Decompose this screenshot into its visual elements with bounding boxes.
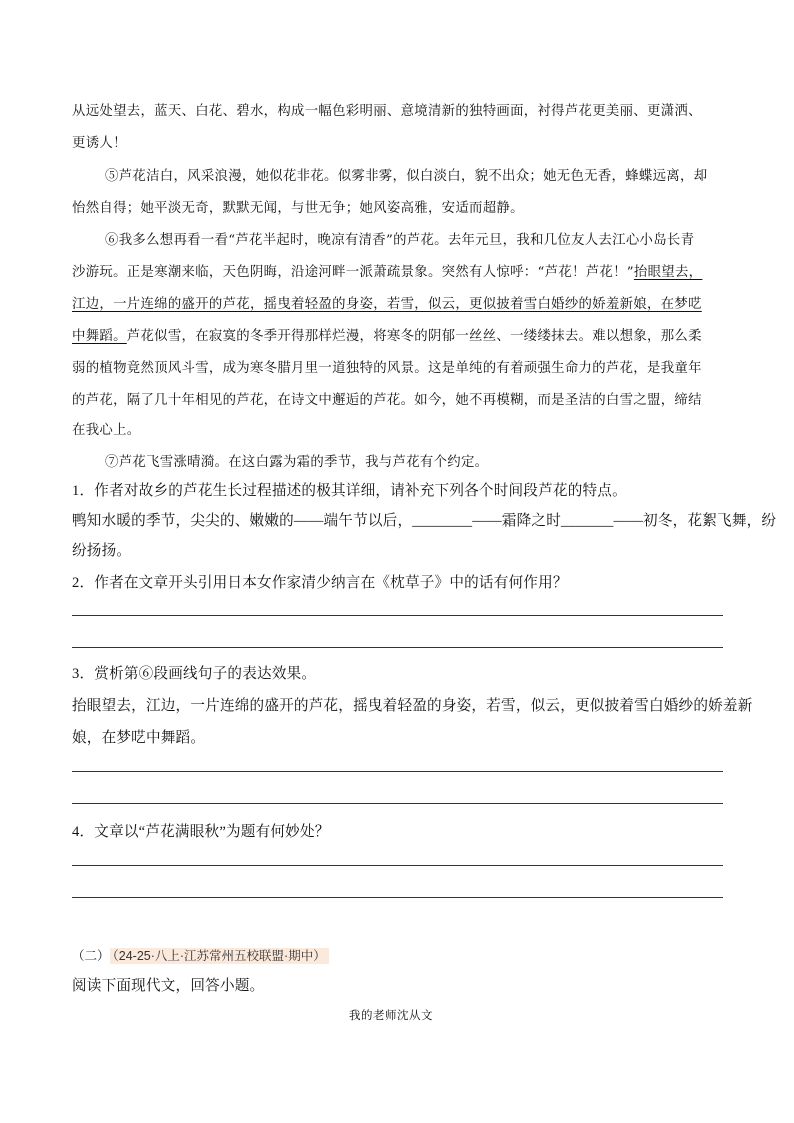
- paragraph-5-line: 怡然自得；她平淡无奇，默默无闻，与世无争；她风姿高雅，安适而超静。: [72, 201, 524, 216]
- answer-line[interactable]: [72, 647, 723, 648]
- answer-line[interactable]: [72, 865, 723, 866]
- underlined-sentence: 江边，一片连绵的盛开的芦花，摇曳着轻盈的身姿，若雪，似云，更似披着雪白婚纱的娇羞新娘，在梦呓: [72, 297, 702, 312]
- answer-line[interactable]: [72, 615, 723, 616]
- underlined-sentence: 抬眼望去，: [633, 265, 703, 280]
- answer-line[interactable]: [72, 803, 723, 804]
- reading-instruction: 阅读下面现代文，回答小题。: [72, 978, 265, 994]
- passage-line: 更诱人！: [72, 136, 127, 151]
- article-title: 我的老师沈从文: [349, 1008, 433, 1022]
- paragraph-6-line: ⑥我多么想再看一看“芦花半起时，晚凉有清香”的芦花。去年元旦，我和几位友人去江心小岛长青: [105, 233, 695, 248]
- paragraph-6-line: 在我心上。: [72, 423, 141, 438]
- paragraph-6-text: 芦花似雪，在寂寞的冬季开得那样烂漫，将寒冬的阴郁一丝丝、一缕缕抹去。难以想象，那么柔: [126, 329, 702, 344]
- underlined-sentence: 中舞蹈。: [72, 329, 127, 344]
- section-heading: [72, 946, 329, 964]
- question-3: 3．赏析第⑥段画线句子的表达效果。: [72, 666, 317, 682]
- paragraph-6-line: [72, 261, 702, 280]
- paragraph-6-text: 沙游玩。正是寒潮来临，天色阴晦，沿途河畔一派萧疏景象。突然有人惊呼：“芦花！芦花！”: [72, 265, 634, 280]
- answer-line[interactable]: [72, 771, 723, 772]
- paragraph-6-line: 弱的植物竟然顶风斗雪，成为寒冬腊月里一道独特的风景。这是单纯的有着顽强生命力的芦花，是我童年: [72, 361, 702, 376]
- question-2: 2．作者在文章开头引用日本女作家清少纳言在《枕草子》中的话有何作用？: [72, 575, 568, 591]
- paragraph-5-line: ⑤芦花洁白，风采浪漫，她似花非花。似雾非雾，似白淡白，貌不出众；她无色无香，蜂蝶远离，却: [105, 169, 708, 184]
- question-1-fill-line: 鸭知水暖的季节，尖尖的、嫩嫩的——端午节以后，________——霜降之时_______——初冬，花絮飞舞，纷: [72, 513, 777, 529]
- paragraph-6-line: [72, 325, 702, 344]
- answer-line[interactable]: [72, 897, 723, 898]
- question-1-fill-line: 纷扬扬。: [72, 543, 132, 559]
- source-tag: （24-25·八上·江苏常州五校联盟·期中）: [110, 948, 329, 964]
- question-1: 1．作者对故乡的芦花生长过程描述的极其详细，请补充下列各个时间段芦花的特点。: [72, 483, 627, 499]
- question-4: 4．文章以“芦花满眼秋”为题有何妙处？: [72, 824, 330, 840]
- paragraph-7: ⑦芦花飞雪涨晴漪。在这白露为霜的季节，我与芦花有个约定。: [105, 455, 489, 470]
- paragraph-6-line: 的芦花，隔了几十年相见的芦花，在诗文中邂逅的芦花。如今，她不再模糊，而是圣洁的白雪之盟，缔结: [72, 393, 702, 408]
- section-label: （二）: [72, 949, 110, 963]
- passage-line: 从远处望去，蓝天、白花、碧水，构成一幅色彩明丽、意境清新的独特画面，衬得芦花更美丽、更潇洒、: [72, 104, 702, 119]
- question-3-quote: 娘，在梦呓中舞蹈。: [72, 730, 206, 746]
- question-3-quote: 抬眼望去，江边，一片连绵的盛开的芦花，摇曳着轻盈的身姿，若雪，似云，更似披着雪白婚纱的娇羞新: [72, 698, 753, 714]
